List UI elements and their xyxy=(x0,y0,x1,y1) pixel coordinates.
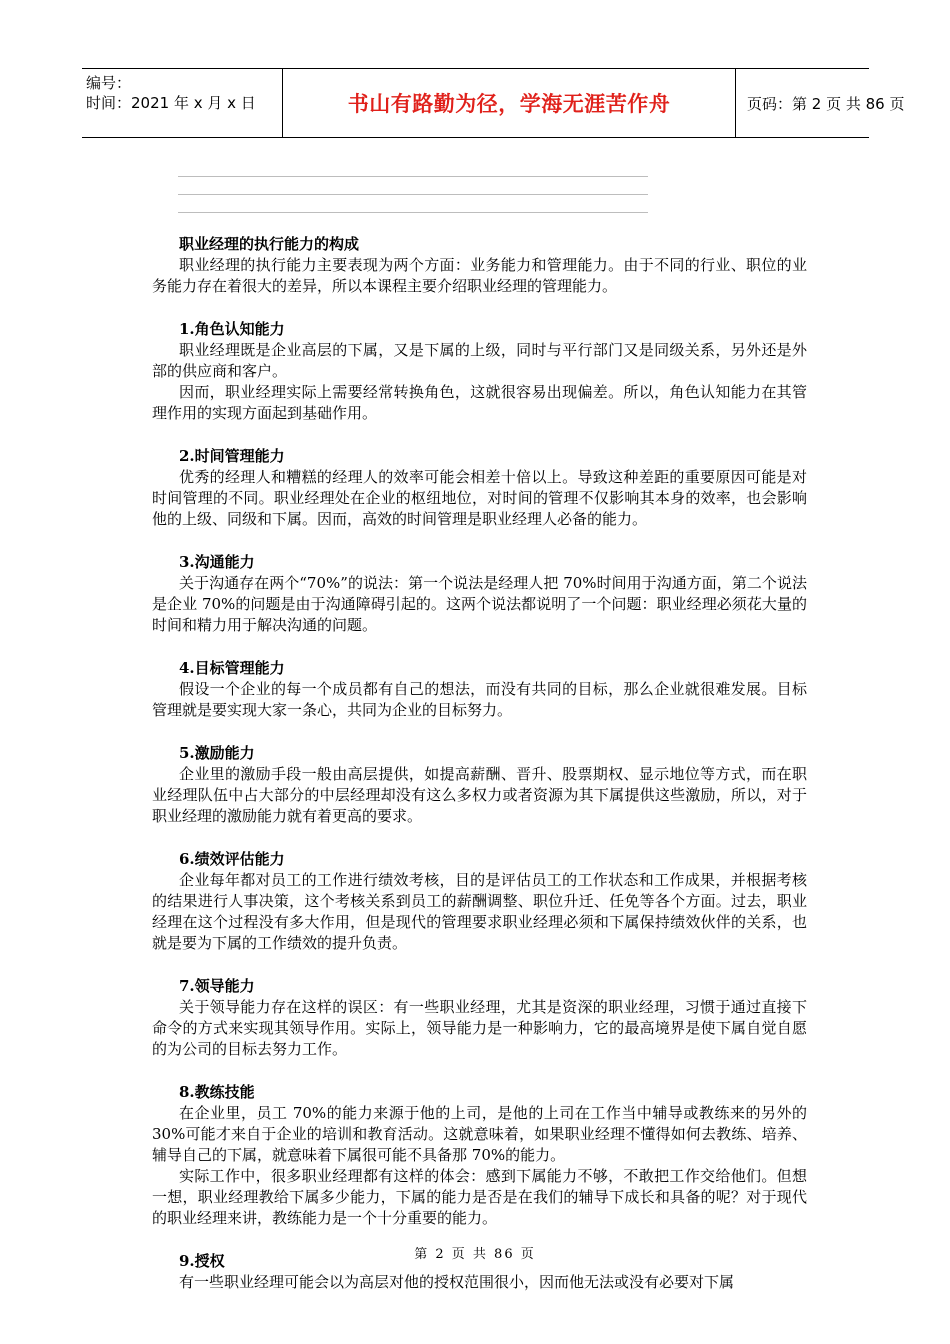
section-heading: 5.激励能力 xyxy=(179,744,255,762)
section-spacer xyxy=(152,530,807,552)
header-meta xyxy=(82,69,282,137)
section-paragraph: 实际工作中，很多职业经理都有这样的体会：感到下属能力不够，不敢把工作交给他们。但想一想，职业经理教给下属多少能力，下属的能力是否是在我们的辅导下成长和具备的呢？对于现代的职业经理来讲，教练能力是一个十分重要的能力。 xyxy=(152,1167,807,1227)
page-footer: 第 2 页 共 86 页 xyxy=(414,1247,536,1262)
section-heading: 2.时间管理能力 xyxy=(179,447,285,465)
section-paragraph: 因而，职业经理实际上需要经常转换角色，这就很容易出现偏差。所以，角色认知能力在其管理作用的实现方面起到基础作用。 xyxy=(152,383,807,422)
section-heading: 7.领导能力 xyxy=(179,977,255,995)
section-spacer xyxy=(152,954,807,976)
section-spacer xyxy=(152,636,807,658)
section-paragraph: 职业经理既是企业高层的下属，又是下属的上级，同时与平行部门又是同级关系，另外还是外部的供应商和客户。 xyxy=(152,341,807,380)
section-paragraph: 优秀的经理人和糟糕的经理人的效率可能会相差十倍以上。导致这种差距的重要原因可能是对时间管理的不同。职业经理处在企业的枢纽地位，对时间的管理不仅影响其本身的效率，也会影响他的上级、同级和下属。因而，高效的时间管理是职业经理人必备的能力。 xyxy=(152,468,807,528)
section-heading: 8.教练技能 xyxy=(179,1083,255,1101)
section-paragraph: 企业里的激励手段一般由高层提供，如提高薪酬、晋升、股票期权、显示地位等方式，而在职业经理队伍中占大部分的中层经理却没有这么多权力或者资源为其下属提供这些激励，所以，对于职业经理的激励能力就有着更高的要求。 xyxy=(152,765,807,825)
document-body xyxy=(152,234,807,1293)
section-paragraph: 有一些职业经理可能会以为高层对他的授权范围很小，因而他无法或没有必要对下属 xyxy=(179,1273,735,1291)
page-header xyxy=(82,68,905,138)
document-title: 职业经理的执行能力的构成 xyxy=(179,235,360,253)
intro-paragraph: 职业经理的执行能力主要表现为两个方面：业务能力和管理能力。由于不同的行业、职位的业务能力存在着很大的差异，所以本课程主要介绍职业经理的管理能力。 xyxy=(152,256,807,295)
section-heading: 6.绩效评估能力 xyxy=(179,850,285,868)
section-heading: 4.目标管理能力 xyxy=(179,659,285,677)
time-label: 时间：2021 年 x 月 x 日 xyxy=(86,94,256,112)
section-heading: 9.授权 xyxy=(179,1252,225,1270)
section-paragraph: 企业每年都对员工的工作进行绩效考核，目的是评估员工的工作状态和工作成果，并根据考核的结果进行人事决策，这个考核关系到员工的薪酬调整、职位升迁、任免等各个方面。过去，职业经理在这个过程没有多大作用，但是现代的管理要求职业经理必须和下属保持绩效伙伴的关系，也就是要为下属的工作绩效的提升负责。 xyxy=(152,871,807,952)
header-page-cell xyxy=(735,69,905,137)
section-paragraph: 关于领导能力存在这样的误区：有一些职业经理，尤其是资深的职业经理，习惯于通过直接下命令的方式来实现其领导作用。实际上，领导能力是一种影响力，它的最高境界是使下属自觉自愿的为公司的目标去努力工作。 xyxy=(152,998,807,1058)
divider-line xyxy=(178,176,648,177)
section-spacer xyxy=(152,721,807,743)
page-info: 页码：第 2 页 共 86 页 xyxy=(747,94,905,113)
number-label: 编号： xyxy=(86,74,132,92)
section-spacer xyxy=(152,1060,807,1082)
section-paragraph: 假设一个企业的每一个成员都有自己的想法，而没有共同的目标，那么企业就很难发展。目标管理就是要实现大家一条心，共同为企业的目标努力。 xyxy=(152,680,807,719)
sections-container xyxy=(152,297,807,1293)
section-paragraph: 关于沟通存在两个“70%”的说法：第一个说法是经理人把 70%时间用于沟通方面，第二个说法是企业 70%的问题是由于沟通障碍引起的。这两个说法都说明了一个问题：职业经理必须花大量的时间和精力用于解决沟通的问题。 xyxy=(152,574,807,634)
divider-line xyxy=(178,212,648,213)
section-spacer xyxy=(152,297,807,319)
section-spacer xyxy=(152,827,807,849)
section-heading: 3.沟通能力 xyxy=(179,553,255,571)
header-motto-cell xyxy=(282,69,736,137)
section-heading: 1.角色认知能力 xyxy=(179,320,285,338)
divider-line xyxy=(178,194,648,195)
section-paragraph: 在企业里，员工 70%的能力来源于他的上司，是他的上司在工作当中辅导或教练来的另外的 30%可能才来自于企业的培训和教育活动。这就意味着，如果职业经理不懂得如何去教练、培养、辅导自己的下属，就意味着下属很可能不具备那 70%的能力。 xyxy=(152,1104,807,1164)
motto-text: 书山有路勤为径，学海无涯苦作舟 xyxy=(347,92,671,116)
section-spacer xyxy=(152,424,807,446)
